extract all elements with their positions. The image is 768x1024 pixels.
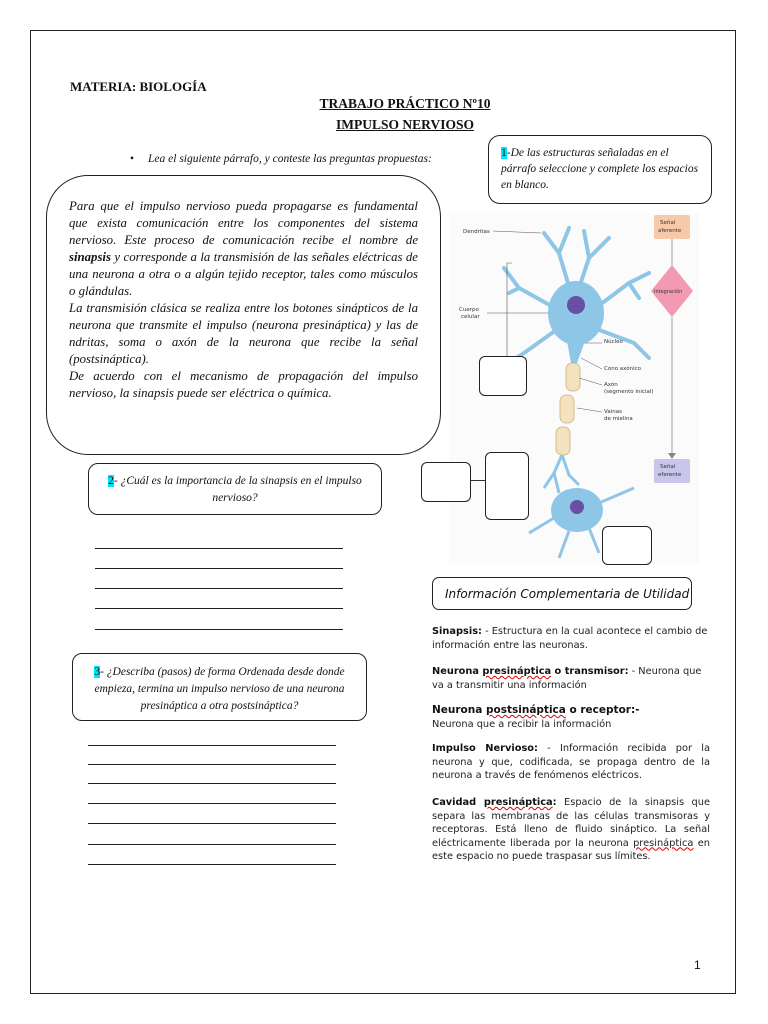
answer-line[interactable] xyxy=(95,608,343,609)
efferent-signal-box xyxy=(654,459,690,483)
info-postsinaptica: Neurona postsináptica o receptor:- Neurona que a recibir la información xyxy=(432,704,640,730)
question-3-box xyxy=(72,653,367,721)
svg-text:aferente: aferente xyxy=(658,228,682,234)
bullet-icon: • xyxy=(130,153,135,165)
answer-line[interactable] xyxy=(95,568,343,569)
instruction-bullet xyxy=(130,153,432,165)
label-axon-seg: (segmento inicial) xyxy=(604,389,654,395)
info-presinaptica: Neurona presináptica o transmisor: - Neurona que va a transmitir una información xyxy=(432,666,702,691)
label-dendritas: Dendritas xyxy=(463,229,490,235)
question-2-text: - ¿Cuál es la importancia de la sinapsis en el impulso nervioso? xyxy=(113,475,362,504)
answer-line[interactable] xyxy=(88,823,336,824)
svg-text:Integración: Integración xyxy=(654,289,683,295)
answer-line[interactable] xyxy=(88,864,336,865)
blank-box-2[interactable] xyxy=(421,462,471,502)
svg-text:eferente: eferente xyxy=(658,472,682,478)
info-sinapsis: Sinapsis: - Estructura en la cual acontece el cambio de información entre las neuronas. xyxy=(432,626,708,651)
paragraph-3: De acuerdo con el mecanismo de propagación del impulso nervioso, la sinapsis puede ser eléctrica o química. xyxy=(69,369,418,400)
question-2-number: 2 xyxy=(108,475,114,487)
answer-line[interactable] xyxy=(88,745,336,746)
answer-line[interactable] xyxy=(95,548,343,549)
info-impulso: Impulso Nervioso: - Información recibida por la neurona y que, codificada, se propaga dentro de la neurona a través de fenómenos eléctricos. xyxy=(432,743,710,781)
blank-box-1[interactable] xyxy=(479,356,527,396)
label-celular: celular xyxy=(461,314,480,320)
instruction-text: Lea el siguiente párrafo, y conteste las preguntas propuestas: xyxy=(148,153,432,165)
question-3-number: 3 xyxy=(94,666,101,678)
paragraph-1: Para que el impulso nervioso pueda propagarse es fundamental que exista comunicación entre los componentes del sistema nervioso. Este proceso de comunicación recibe el nombre de sinapsis y corresponde a la transmisión de las señales eléctricas de una neurona a otra o a algún tejido receptor, tales como músculos o glándulas. xyxy=(69,199,418,298)
question-3-text: - ¿Describa (pasos) de forma Ordenada desde donde empieza, termina un impulso nervioso de una neurona presináptica a otra postsináptica? xyxy=(94,666,345,712)
reading-paragraph-box xyxy=(46,175,441,455)
question-1-box xyxy=(488,135,712,204)
label-axon: Axón xyxy=(604,382,618,388)
label-vainas: Vainas xyxy=(604,409,622,415)
page-title: TRABAJO PRÁCTICO Nº10 xyxy=(319,96,491,111)
answer-line[interactable] xyxy=(88,803,336,804)
pointer-line xyxy=(471,480,485,481)
page-subtitle: IMPULSO NERVIOSO xyxy=(336,117,474,132)
blank-box-4[interactable] xyxy=(602,526,652,565)
question-1-text: -De las estructuras señaladas en el párrafo seleccione y complete los espacios en blanco. xyxy=(501,147,699,191)
sinapsis-term: sinapsis xyxy=(69,250,111,264)
info-cavidad: Cavidad presináptica: Espacio de la sinapsis que separa las membranas de las células transmisoras y receptoras. Está lleno de fluido sináptico. La señal eléctricamente liberada por la neurona presináptica en este espacio no puede traspasar sus límites. xyxy=(432,797,710,862)
question-1-number: 1 xyxy=(501,147,507,159)
question-2-box xyxy=(88,463,382,515)
label-nucleo: Núcleo xyxy=(604,339,623,345)
blank-box-3[interactable] xyxy=(485,452,529,520)
svg-text:Señal: Señal xyxy=(660,464,676,470)
answer-line[interactable] xyxy=(88,783,336,784)
label-cuerpo: Cuerpo xyxy=(459,307,479,313)
info-title-box: Información Complementaria de Utilidad xyxy=(432,577,692,610)
answer-line[interactable] xyxy=(95,588,343,589)
answer-line[interactable] xyxy=(88,764,336,765)
label-cono: Cono axónico xyxy=(604,366,642,372)
afferent-signal-box xyxy=(654,215,690,239)
subject-label: MATERIA: BIOLOGÍA xyxy=(70,79,207,94)
svg-text:Señal: Señal xyxy=(660,220,676,226)
answer-line[interactable] xyxy=(95,629,343,630)
label-mielina: de mielina xyxy=(604,416,633,422)
nucleus xyxy=(567,296,585,314)
paragraph-2: La transmisión clásica se realiza entre los botones sinápticos de la neurona que transmite el impulso (neurona presináptica) y las de ndritas, soma o axón de la neurona que recibe la señal (postsináptica). xyxy=(69,301,418,366)
page-number: 1 xyxy=(694,958,701,972)
answer-line[interactable] xyxy=(88,844,336,845)
